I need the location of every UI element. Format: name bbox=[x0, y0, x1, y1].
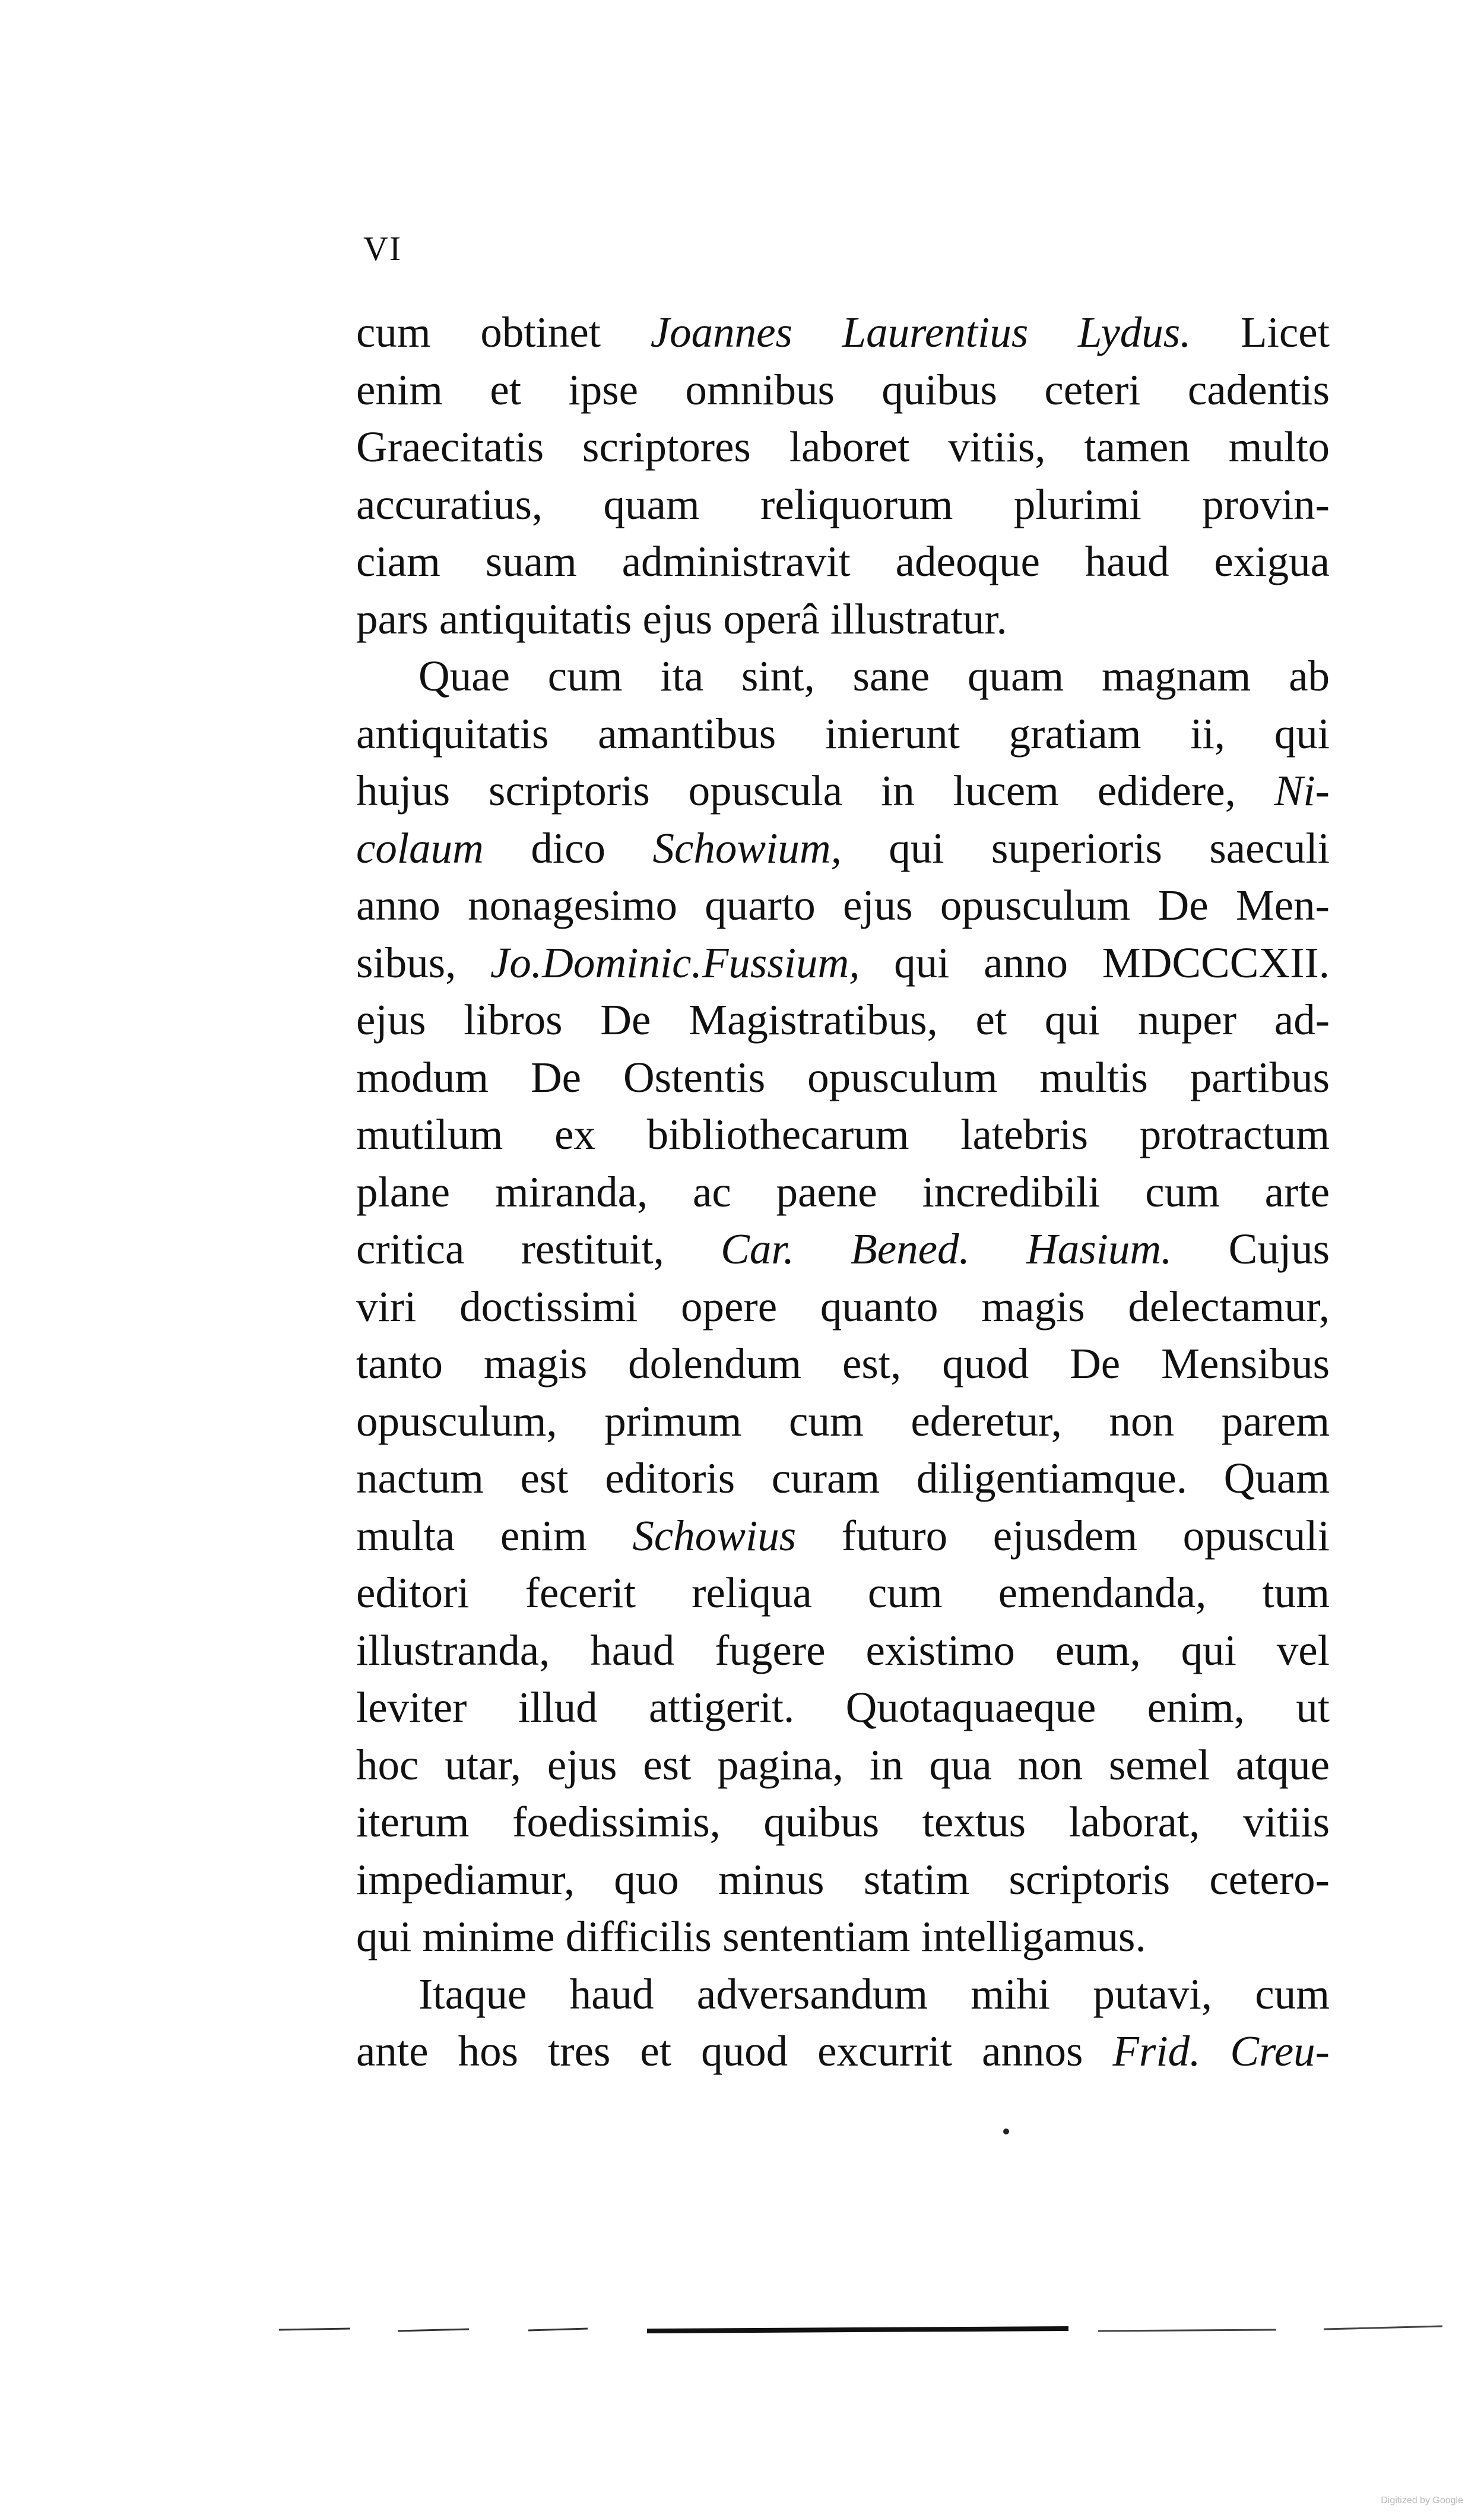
text-segment: Quae cum ita sint, sane quam magnam ab bbox=[418, 652, 1330, 700]
text-segment: anno nonagesimo quarto ejus opusculum De Men- bbox=[356, 881, 1330, 929]
text-segment: hujus scriptoris opuscula in lucem edidere, bbox=[356, 767, 1274, 815]
italic-name-segment: Car. Bened. Hasium. bbox=[721, 1225, 1172, 1273]
text-segment: qui minime difficilis sententiam intelligamus. bbox=[356, 1912, 1146, 1960]
text-segment: editori fecerit reliqua cum emendanda, tum bbox=[356, 1569, 1330, 1617]
text-line bbox=[356, 1966, 1330, 2023]
text-line bbox=[356, 705, 1330, 763]
text-segment: hoc utar, ejus est pagina, in qua non semel atque bbox=[356, 1740, 1330, 1789]
text-line bbox=[356, 1908, 1330, 1966]
text-line bbox=[356, 1564, 1330, 1622]
text-line bbox=[356, 591, 1330, 648]
text-line bbox=[356, 935, 1330, 992]
text-line bbox=[356, 476, 1330, 534]
text-line bbox=[356, 1049, 1330, 1107]
text-line bbox=[356, 1278, 1330, 1336]
text-segment: impediamur, quo minus statim scriptoris cetero- bbox=[356, 1855, 1330, 1903]
text-segment: viri doctissimi opere quanto magis delectamur, bbox=[356, 1282, 1330, 1331]
text-line bbox=[356, 304, 1330, 362]
italic-name-segment: Jo.Dominic.Fussium, bbox=[490, 938, 860, 987]
text-line bbox=[356, 877, 1330, 935]
text-segment: enim et ipse omnibus quibus ceteri cadentis bbox=[356, 365, 1330, 414]
italic-name-segment: Frid. Creu- bbox=[1112, 2027, 1330, 2075]
text-segment: qui superioris saeculi bbox=[841, 824, 1330, 872]
text-segment: Itaque haud adversandum mihi putavi, cum bbox=[418, 1969, 1330, 2018]
text-segment: qui anno MDCCCXII. bbox=[860, 938, 1330, 987]
text-line bbox=[356, 1164, 1330, 1221]
text-line bbox=[356, 533, 1330, 591]
text-line bbox=[356, 1507, 1330, 1565]
text-line bbox=[356, 2023, 1330, 2080]
digitized-watermark: Digitized by Google bbox=[1381, 2495, 1463, 2506]
text-segment: opusculum, primum cum ederetur, non parem bbox=[356, 1396, 1330, 1445]
italic-name-segment: Schowius bbox=[632, 1511, 797, 1560]
text-segment: modum De Ostentis opusculum multis partibus bbox=[356, 1053, 1330, 1101]
text-segment: accuratius, quam reliquorum plurimi provin- bbox=[356, 480, 1330, 528]
text-line bbox=[356, 1106, 1330, 1164]
text-segment: ciam suam administravit adeoque haud exigua bbox=[356, 537, 1330, 585]
italic-name-segment: Joannes Laurentius Lydus. bbox=[650, 308, 1191, 356]
italic-name-segment: Schowium, bbox=[652, 824, 842, 872]
body-text bbox=[356, 304, 1330, 2080]
text-segment: futuro ejusdem opusculi bbox=[796, 1511, 1330, 1560]
text-segment: dico bbox=[483, 824, 653, 872]
text-segment: tanto magis dolendum est, quod De Mensibus bbox=[356, 1339, 1330, 1388]
text-line bbox=[356, 992, 1330, 1049]
text-line bbox=[356, 1450, 1330, 1507]
text-line bbox=[356, 1335, 1330, 1393]
text-line bbox=[356, 1393, 1330, 1450]
text-line bbox=[356, 762, 1330, 820]
text-segment: nactum est editoris curam diligentiamque. Quam bbox=[356, 1454, 1330, 1502]
text-segment: critica restituit, bbox=[356, 1225, 721, 1273]
text-line bbox=[356, 362, 1330, 419]
text-line bbox=[356, 1737, 1330, 1794]
text-line bbox=[356, 1679, 1330, 1737]
text-segment: Licet bbox=[1191, 308, 1330, 356]
text-segment: plane miranda, ac paene incredibili cum arte bbox=[356, 1167, 1330, 1216]
text-line bbox=[356, 820, 1330, 878]
text-segment: multa enim bbox=[356, 1511, 633, 1560]
text-segment: Graecitatis scriptores laboret vitiis, tamen multo bbox=[356, 423, 1330, 471]
text-line bbox=[356, 648, 1330, 705]
text-segment: cum obtinet bbox=[356, 308, 651, 356]
text-segment: antiquitatis amantibus inierunt gratiam ii, qui bbox=[356, 709, 1330, 758]
text-line bbox=[356, 1794, 1330, 1851]
text-line bbox=[356, 1622, 1330, 1680]
scan-speck bbox=[1003, 2129, 1009, 2134]
text-segment: leviter illud attigerit. Quotaquaeque enim, ut bbox=[356, 1683, 1330, 1731]
text-segment: mutilum ex bibliothecarum latebris protractum bbox=[356, 1110, 1330, 1158]
text-line bbox=[356, 1221, 1330, 1278]
text-line bbox=[356, 419, 1330, 476]
text-segment: Cujus bbox=[1172, 1225, 1330, 1273]
text-segment: illustranda, haud fugere existimo eum, qui vel bbox=[356, 1626, 1330, 1674]
text-segment: ejus libros De Magistratibus, et qui nuper ad- bbox=[356, 996, 1330, 1044]
italic-name-segment: colaum bbox=[356, 824, 484, 872]
text-segment: pars antiquitatis ejus operâ illustratur. bbox=[356, 594, 1007, 643]
page-number: VI bbox=[363, 229, 402, 268]
text-segment: ante hos tres et quod excurrit annos bbox=[356, 2027, 1113, 2075]
italic-name-segment: Ni- bbox=[1274, 767, 1330, 815]
text-line bbox=[356, 1851, 1330, 1909]
footer-smudge-rule bbox=[279, 2320, 1442, 2338]
text-segment: sibus, bbox=[356, 938, 491, 987]
text-segment: iterum foedissimis, quibus textus laborat, vitiis bbox=[356, 1798, 1330, 1846]
